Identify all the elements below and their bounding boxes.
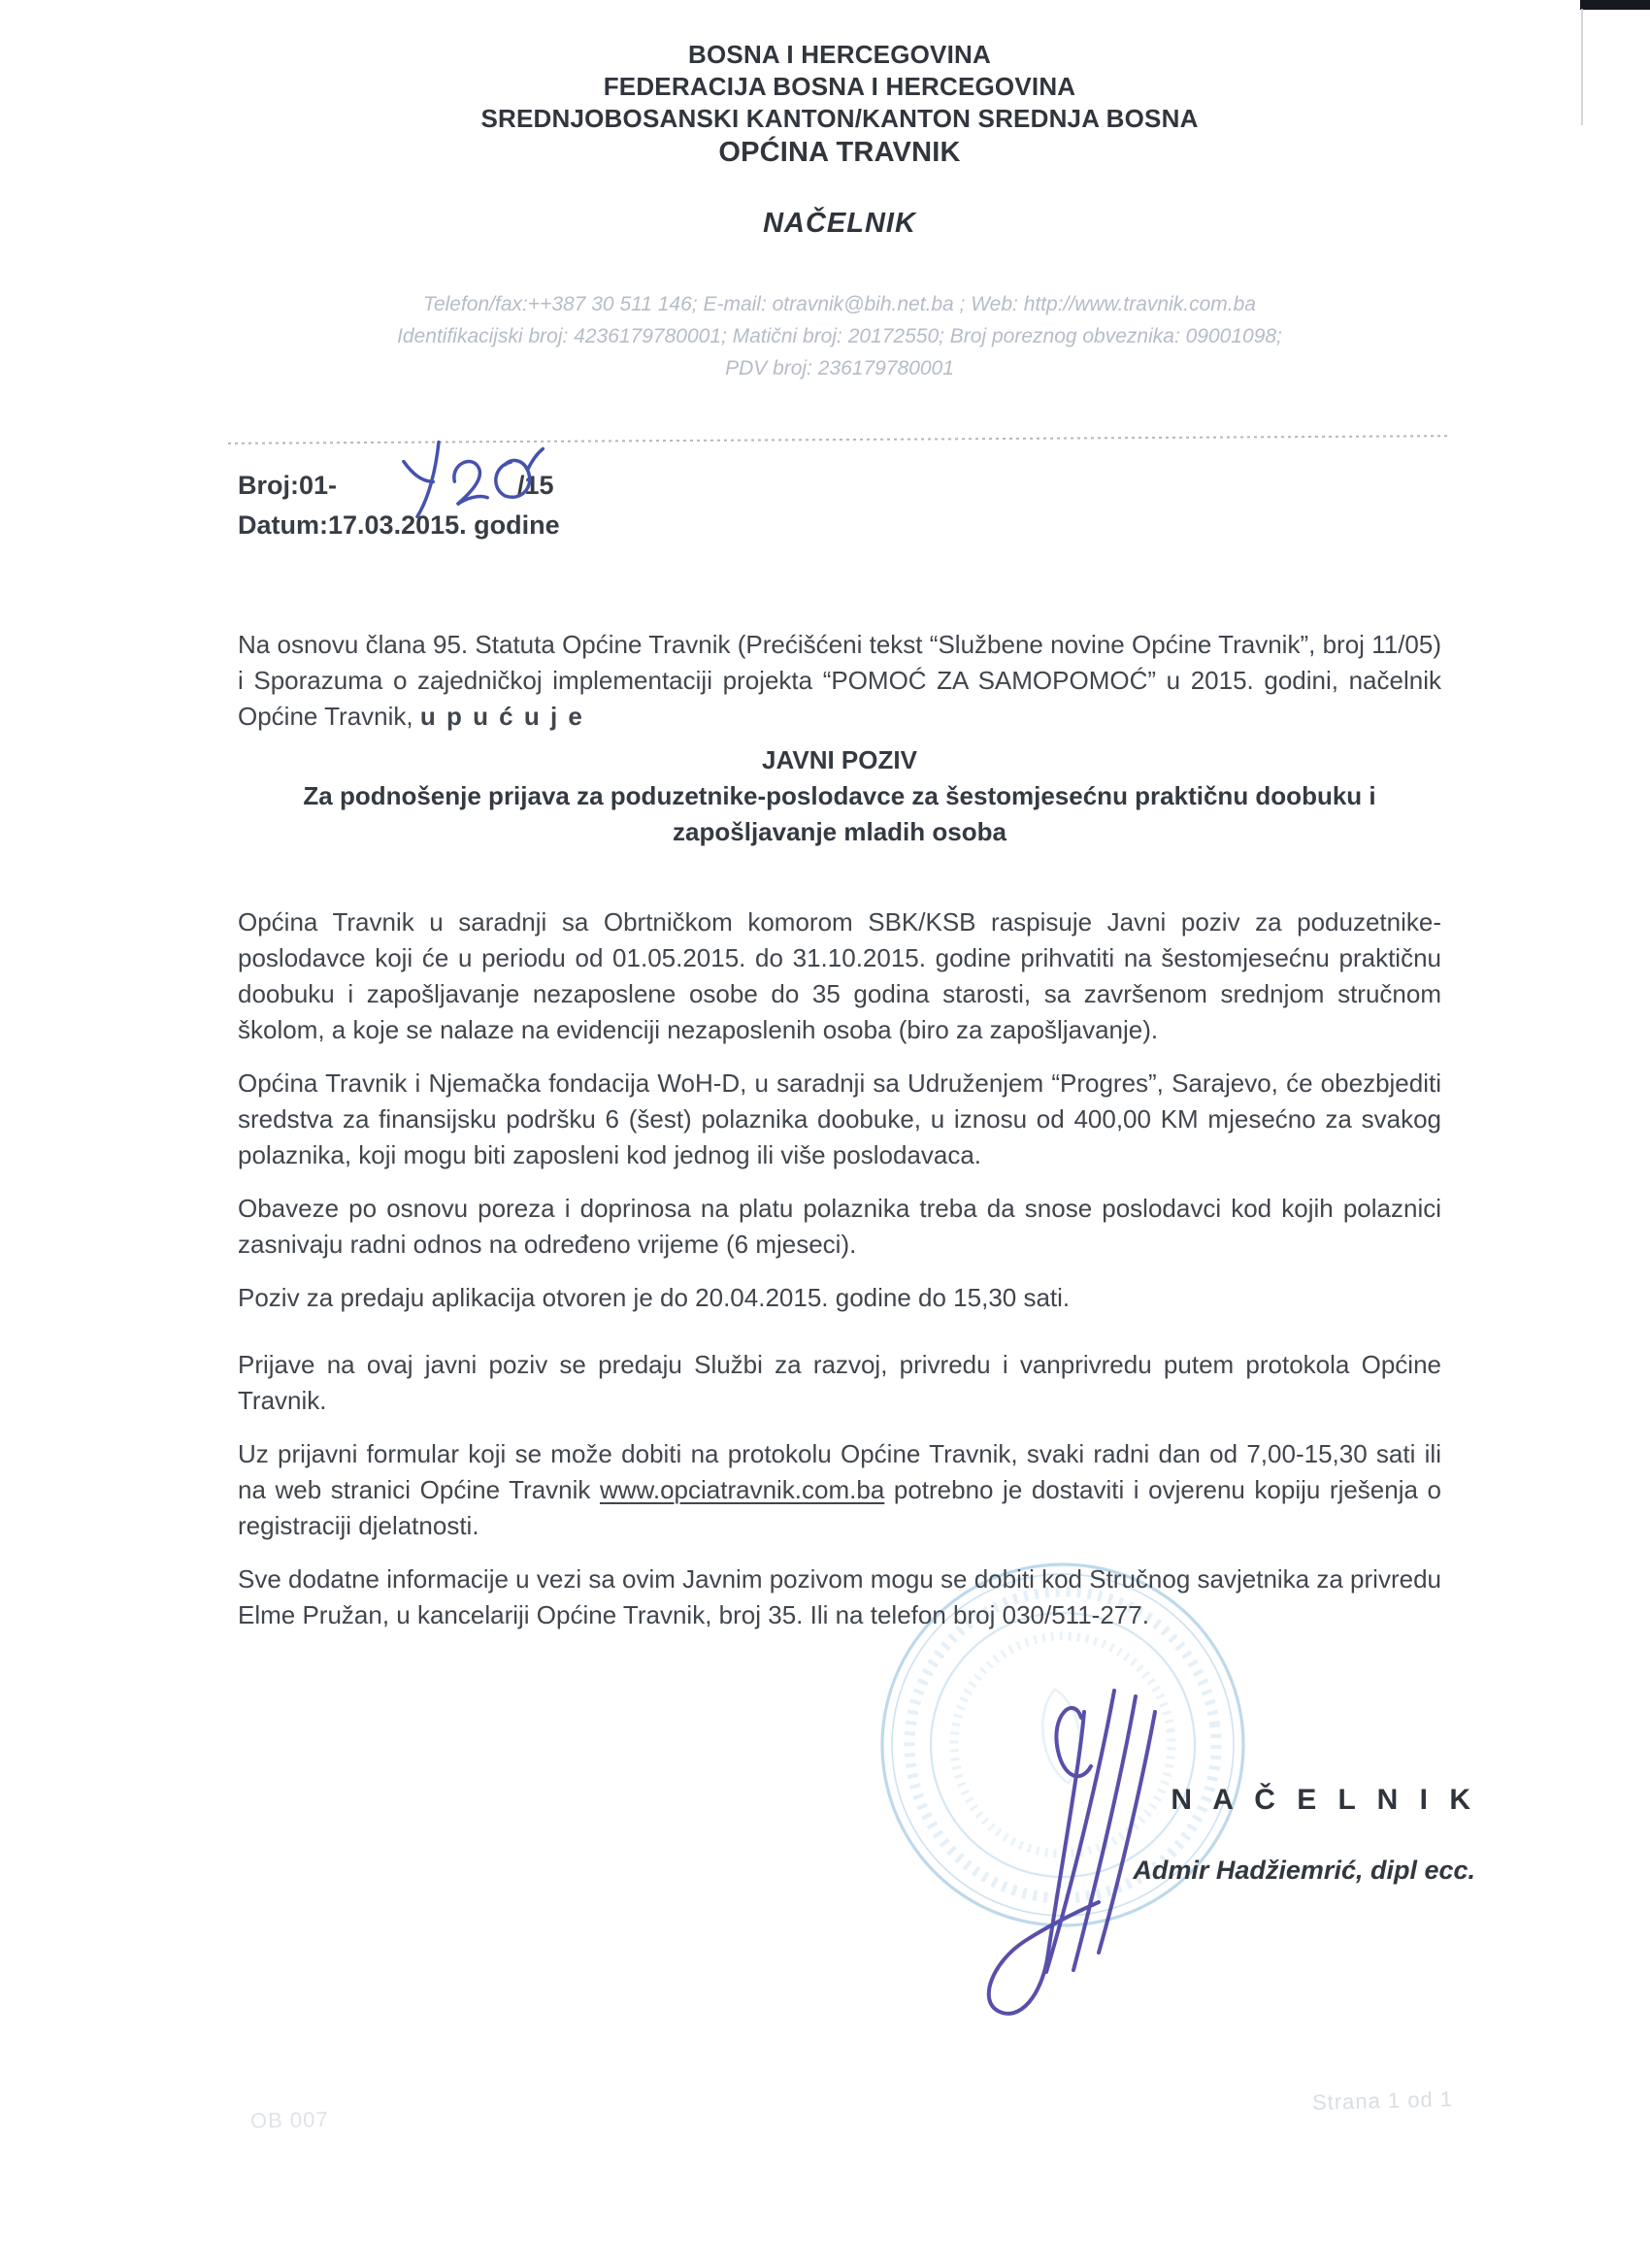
- call-subheading: Za podnošenje prijava za poduzetnike-poslodavce za šestomjesećnu praktičnu doobuku i zapošljavanje mladih osoba: [303, 781, 1376, 846]
- website-link: www.opciatravnik.com.ba: [599, 1475, 885, 1504]
- form-text-after: potrebno je dostaviti i ovjerenu kopiju rješenja o registraciji djelatnosti.: [238, 1475, 1441, 1540]
- paragraph-submission: Prijave na ovaj javni poziv se predaju Službi za razvoj, privredu i vanprivredu putem protokola Općine Travnik.: [238, 1350, 1441, 1415]
- contact-line-pdv: PDV broj: 236179780001: [725, 357, 954, 379]
- intro-emphasis: u p u ć u j e: [419, 702, 584, 731]
- letterhead-line-municipality: OPĆINA TRAVNIK: [718, 137, 961, 168]
- letterhead-line-federation: FEDERACIJA BOSNA I HERCEGOVINA: [603, 72, 1076, 101]
- footer-page-number: Strana 1 od 1: [1311, 2087, 1454, 2115]
- footer-form-code: OB 007: [249, 2107, 329, 2133]
- pen-signature: [934, 1661, 1225, 2030]
- paragraph-info: Sve dodatne informacije u vezi sa ovim Javnim pozivom mogu se dobiti kod Stručnog savjetnika za privredu Elme Pružan, u kancelariji Općine Travnik, broj 35. Ili na telefon broj 030/511-277.: [238, 1564, 1441, 1629]
- paragraph-deadline: Poziv za predaju aplikacija otvoren je do 20.04.2015. godine do 15,30 sati.: [238, 1283, 1071, 1312]
- reference-number-suffix: /15: [517, 471, 554, 500]
- paragraph-funding: Općina Travnik i Njemačka fondacija WoH-D, u saradnji sa Udruženjem “Progres”, Sarajevo, će obezbjediti sredstva za finansijsku podršku 6 (šest) polaznika doobuke, u iznosu od 400,00 KM mjesećno za svakog polaznika, koji mogu biti zaposleni kod jednog ili više poslodavaca.: [238, 1068, 1441, 1169]
- letterhead-contact-block: [238, 288, 1441, 384]
- letterhead-line-country: BOSNA I HERCEGOVINA: [688, 40, 991, 69]
- signatory-name: Admir Hadžiemrić, dipl ecc.: [1133, 1856, 1475, 1885]
- call-heading: JAVNI POZIV: [762, 745, 917, 774]
- intro-text: Na osnovu člana 95. Statuta Općine Travnik (Prećišćeni tekst “Službene novine Općine Travnik”, broj 11/05) i Sporazuma o zajedničkoj implementaciji projekta “POMOĆ ZA SAMOPOMOĆ” u 2015. godini, načelnik Općine Travnik,: [238, 630, 1441, 731]
- paragraph-eligibility: Općina Travnik u saradnji sa Obrtničkom komorom SBK/KSB raspisuje Javni poziv za poduzetnike-poslodavce koji će u periodu od 01.05.2015. do 31.10.2015. godine prihvatiti na šestomjesećnu praktičnu doobuku i zapošljavanje nezaposlene osobe do 35 godina starosti, sa završenom srednjom stručnom školom, a koje se nalaze na evidenciji nezaposlenih osoba (biro za zapošljavanje).: [238, 907, 1441, 1044]
- reference-date-line: Datum:17.03.2015. godine: [238, 510, 560, 540]
- form-text-before: Uz prijavni formular koji se može dobiti na protokolu Općine Travnik, svaki radni dan od 7,00-15,30 sati ili na web stranici Općine Travnik: [238, 1439, 1441, 1504]
- letterhead-line-canton: SREDNJOBOSANSKI KANTON/KANTON SREDNJA BOSNA: [480, 104, 1199, 133]
- contact-line-phone-web: Telefon/fax:++387 30 511 146; E-mail: otravnik@bih.net.ba ; Web: http://www.travnik.com.ba: [423, 293, 1256, 315]
- intro-paragraph: [238, 627, 1441, 735]
- contact-line-id-numbers: Identifikacijski broj: 4236179780001; Matični broj: 20172550; Broj poreznog obveznika: 09001098;: [397, 325, 1282, 347]
- reference-number-prefix: Broj:01-: [238, 471, 338, 500]
- office-title: NAČELNIK: [763, 208, 916, 239]
- paragraph-taxes: Obaveze po osnovu poreza i doprinosa na platu polaznika treba da snose poslodavci kod kojih polaznici zasnivaju radni odnos na određeno vrijeme (6 mjeseci).: [238, 1194, 1441, 1259]
- paragraph-form: [238, 1436, 1441, 1544]
- letterhead: [238, 39, 1441, 169]
- signatory-role: N A Č E L N I K: [1171, 1784, 1477, 1816]
- handwritten-number-420: [387, 420, 562, 534]
